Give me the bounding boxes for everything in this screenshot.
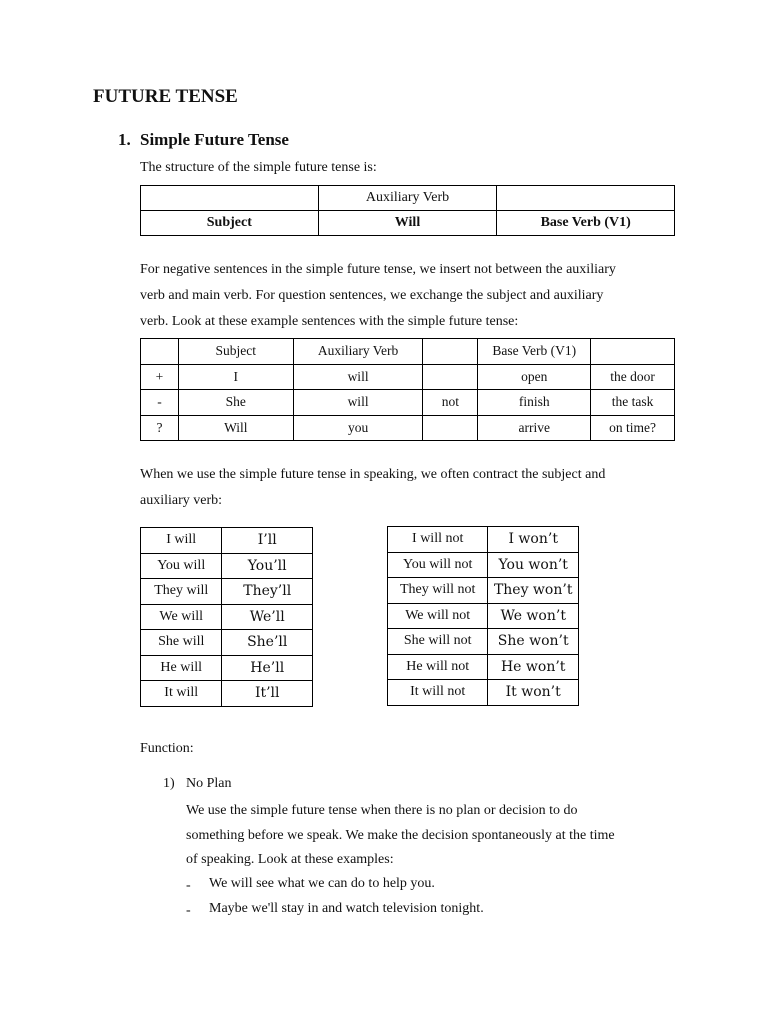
table-cell: [423, 339, 478, 365]
paragraph-line: something before we speak. We make the decision spontaneously at the time: [186, 827, 615, 843]
full-form-cell: It will: [141, 681, 222, 707]
full-form-cell: He will: [141, 655, 222, 681]
table-row: [388, 603, 579, 629]
full-form-cell: We will: [141, 604, 222, 630]
table-cell: the task: [591, 390, 675, 416]
full-form-cell: You will not: [388, 552, 488, 578]
table-row: [141, 681, 313, 707]
table-cell: Will: [178, 415, 293, 441]
table-cell: -: [141, 390, 179, 416]
examples-header-row: [141, 339, 675, 365]
contraction-cell: They’ll: [222, 579, 313, 605]
table-cell: you: [293, 415, 423, 441]
full-form-cell: You will: [141, 553, 222, 579]
example-item: [186, 901, 191, 919]
paragraph-line: of speaking. Look at these examples:: [186, 852, 394, 867]
paragraph-line: verb. Look at these example sentences with the simple future tense:: [140, 314, 519, 329]
table-row: [141, 390, 675, 416]
paragraph-line: When we use the simple future tense in speaking, we often contract the subject and: [140, 467, 606, 482]
contraction-cell: You’ll: [222, 553, 313, 579]
paragraph-line: For negative sentences in the simple future tense, we insert not between the auxiliary: [140, 262, 616, 277]
function-label: Function:: [140, 741, 194, 756]
contraction-cell: They won’t: [488, 578, 579, 604]
contraction-cell: I’ll: [222, 528, 313, 554]
table-row: [388, 552, 579, 578]
table-row: [388, 527, 579, 553]
contraction-cell: He’ll: [222, 655, 313, 681]
contractions-negative-table: [387, 526, 579, 706]
table-cell: arrive: [478, 415, 591, 441]
table-row: [141, 528, 313, 554]
table-cell: Auxiliary Verb: [293, 339, 423, 365]
full-form-cell: They will not: [388, 578, 488, 604]
contract-paragraph: [140, 462, 605, 514]
table-cell: ?: [141, 415, 179, 441]
paragraph-line: verb and main verb. For question sentences, we exchange the subject and auxiliary: [140, 288, 604, 303]
structure-table: [140, 185, 675, 236]
example-text: We will see what we can do to help you.: [209, 876, 435, 891]
table-cell: I: [178, 364, 293, 390]
paragraph-line: auxiliary verb:: [140, 493, 223, 508]
structure-cell: [497, 186, 675, 211]
full-form-cell: He will not: [388, 654, 488, 680]
structure-cell-will: Will: [318, 211, 497, 236]
contraction-cell: We won’t: [488, 603, 579, 629]
full-form-cell: I will: [141, 528, 222, 554]
contraction-cell: We’ll: [222, 604, 313, 630]
paragraph-line: We use the simple future tense when there is no plan or decision to do: [186, 803, 578, 818]
negative-paragraph: [140, 257, 616, 335]
table-cell: +: [141, 364, 179, 390]
table-row: [388, 578, 579, 604]
structure-row-header: [141, 186, 675, 211]
table-cell: not: [423, 390, 478, 416]
structure-cell: Auxiliary Verb: [318, 186, 497, 211]
table-row: [141, 579, 313, 605]
table-cell: [423, 364, 478, 390]
function-item-body: [186, 799, 676, 873]
table-cell: Subject: [178, 339, 293, 365]
full-form-cell: I will not: [388, 527, 488, 553]
table-cell: She: [178, 390, 293, 416]
page-title: FUTURE TENSE: [93, 86, 238, 107]
intro-text: The structure of the simple future tense is:: [140, 160, 377, 175]
example-text: Maybe we'll stay in and watch television tonight.: [209, 901, 484, 916]
table-cell: [591, 339, 675, 365]
table-row: [388, 680, 579, 706]
contraction-cell: I won’t: [488, 527, 579, 553]
bullet-dash: -: [186, 903, 191, 918]
table-row: [141, 364, 675, 390]
table-cell: on time?: [591, 415, 675, 441]
contraction-cell: It won’t: [488, 680, 579, 706]
table-row: [141, 630, 313, 656]
full-form-cell: She will not: [388, 629, 488, 655]
table-cell: will: [293, 390, 423, 416]
contractions-positive-table: [140, 527, 313, 707]
function-item-number: 1): [163, 776, 175, 791]
section-number: 1.: [118, 130, 131, 149]
full-form-cell: They will: [141, 579, 222, 605]
full-form-cell: It will not: [388, 680, 488, 706]
contraction-cell: She won’t: [488, 629, 579, 655]
full-form-cell: She will: [141, 630, 222, 656]
table-cell: Base Verb (V1): [478, 339, 591, 365]
table-row: [141, 553, 313, 579]
structure-cell-subject: Subject: [141, 211, 319, 236]
table-row: [141, 655, 313, 681]
table-cell: the door: [591, 364, 675, 390]
table-row: [388, 654, 579, 680]
contraction-cell: He won’t: [488, 654, 579, 680]
bullet-dash: -: [186, 878, 191, 893]
table-cell: [423, 415, 478, 441]
structure-cell: [141, 186, 319, 211]
structure-row-main: [141, 211, 675, 236]
structure-cell-base-verb: Base Verb (V1): [497, 211, 675, 236]
table-cell: [141, 339, 179, 365]
table-cell: open: [478, 364, 591, 390]
function-item-title: No Plan: [186, 776, 232, 791]
table-cell: finish: [478, 390, 591, 416]
full-form-cell: We will not: [388, 603, 488, 629]
example-item: [186, 876, 191, 894]
contraction-cell: She’ll: [222, 630, 313, 656]
table-row: [141, 415, 675, 441]
examples-table: [140, 338, 675, 441]
section-title: Simple Future Tense: [140, 130, 289, 149]
table-cell: will: [293, 364, 423, 390]
contraction-cell: It’ll: [222, 681, 313, 707]
table-row: [388, 629, 579, 655]
table-row: [141, 604, 313, 630]
contraction-cell: You won’t: [488, 552, 579, 578]
